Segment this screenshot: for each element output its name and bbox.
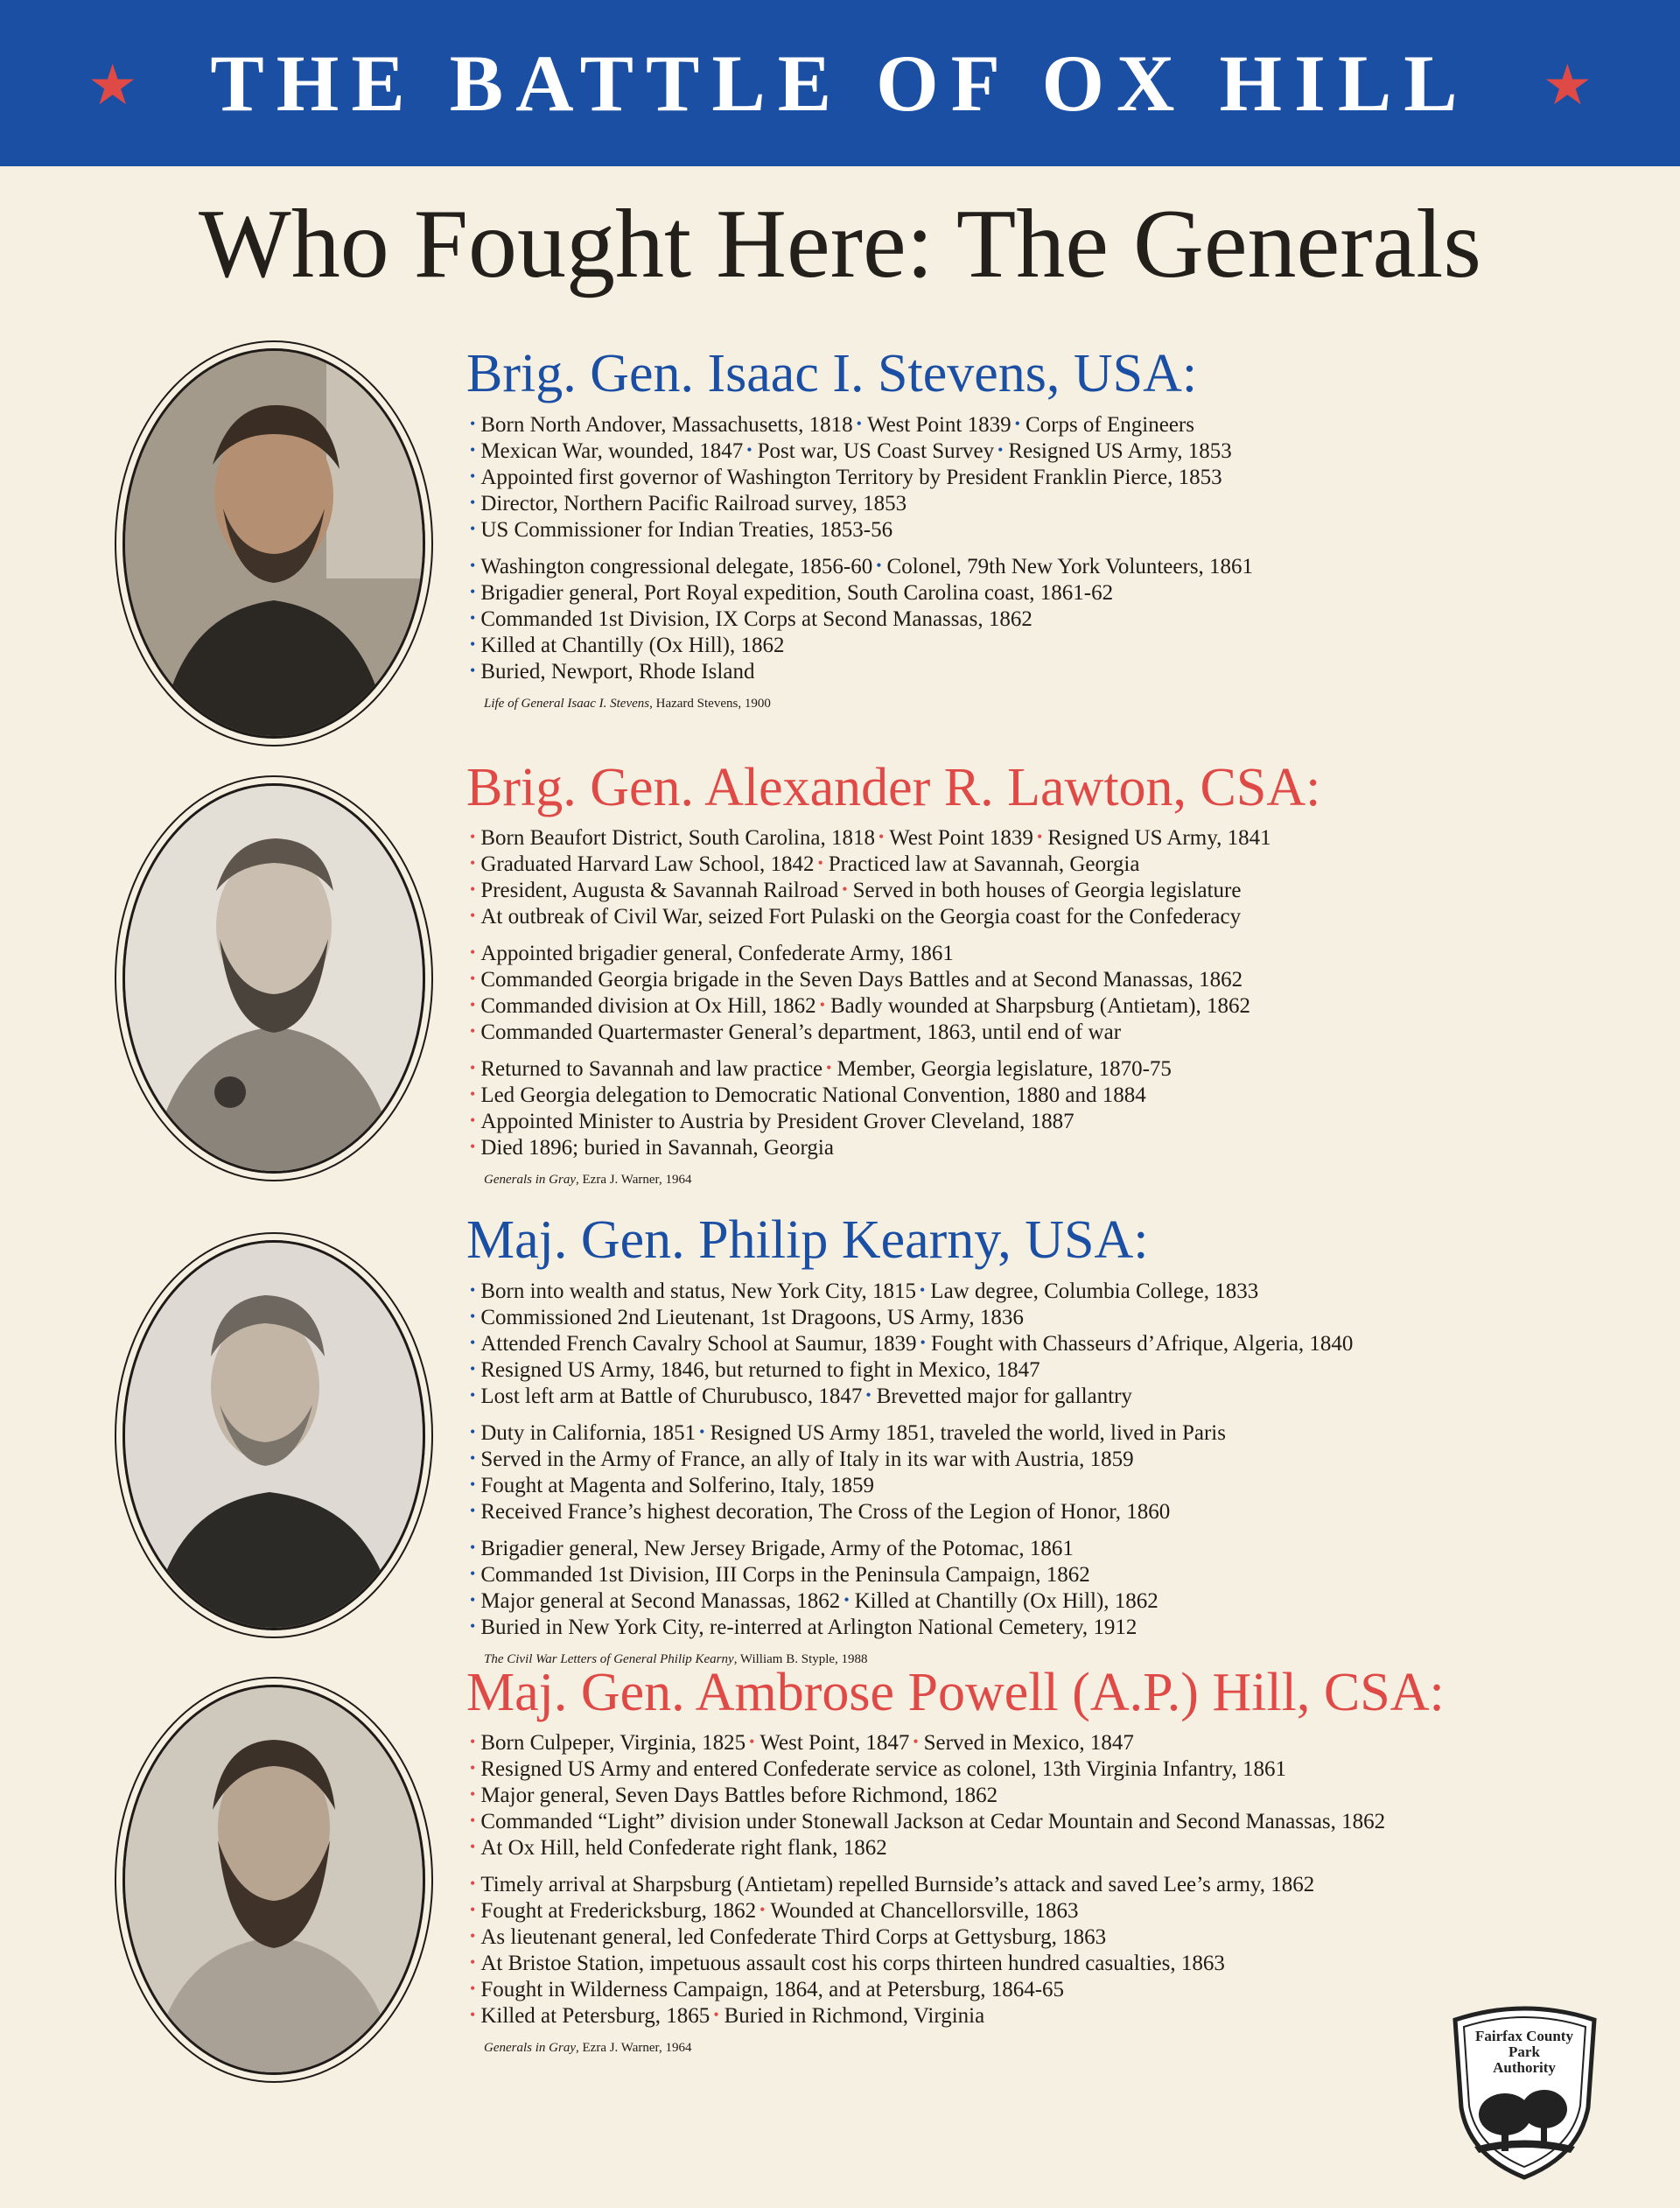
portrait-image (122, 348, 425, 739)
portrait-image (122, 1240, 425, 1630)
fact-item: Major general, Seven Days Battles before Richmond, 1862 (480, 1784, 998, 1807)
fact-item: Born North Andover, Massachusetts, 1818 (480, 413, 853, 437)
fact-item: Commanded 1st Division, IX Corps at Second Manassas, 1862 (480, 607, 1032, 631)
star-icon: ★ (88, 53, 138, 118)
fact-item: Commanded Georgia brigade in the Seven Days Battles and at Second Manassas, 1862 (480, 968, 1243, 992)
source-citation (466, 2041, 1551, 2056)
fact-group (466, 1729, 1551, 1861)
fact-item: Born Culpeper, Virginia, 1825 (480, 1731, 746, 1755)
fact-item: Graduated Harvard Law School, 1842 (480, 852, 815, 876)
logo-text: Authority (1493, 2059, 1556, 2076)
source-title: The Civil War Letters of General Philip Kearny (484, 1652, 734, 1666)
fact-item: Washington congressional delegate, 1856-60 (480, 555, 873, 578)
fact-group (466, 1535, 1551, 1640)
fact-item: At Bristoe Station, impetuous assault cost his corps thirteen hundred casualties, 1863 (480, 1952, 1225, 1975)
general-name: Brig. Gen. Isaac I. Stevens, USA: (466, 344, 1198, 403)
fact-item: West Point 1839 (866, 413, 1012, 437)
fact-item: Received France’s highest decoration, The Cross of the Legion of Honor, 1860 (480, 1500, 1171, 1524)
fact-line: • Major general, Seven Days Battles before Richmond, 1862 (470, 1784, 998, 1807)
fact-group (466, 940, 1551, 1045)
fact-item: Appointed brigadier general, Confederate Army, 1861 (480, 942, 954, 965)
fact-line: • President, Augusta & Savannah Railroad • Served in both houses of Georgia legislature (470, 879, 1242, 902)
fact-group (466, 1055, 1551, 1160)
fact-item: Buried in New York City, re-interred at Arlington National Cemetery, 1912 (480, 1616, 1138, 1639)
fact-item: US Commissioner for Indian Treaties, 1853-56 (480, 518, 893, 542)
source-author: , William B. Styple, 1988 (733, 1652, 868, 1666)
fact-item: Buried in Richmond, Virginia (724, 2004, 985, 2028)
fact-item: At Ox Hill, held Confederate right flank, 1862 (480, 1836, 887, 1860)
source-citation (466, 1173, 1551, 1188)
fact-item: Born Beaufort District, South Carolina, 1818 (480, 826, 875, 850)
fact-line: • Born Beaufort District, South Carolina, 1818 • West Point 1839 • Resigned US Army, 1841 (470, 826, 1271, 850)
fact-line: • Fought at Fredericksburg, 1862 • Wounded at Chancellorsville, 1863 (470, 1899, 1079, 1923)
fact-line: • Buried in New York City, re-interred at Arlington National Cemetery, 1912 (470, 1616, 1138, 1639)
fact-line: • Washington congressional delegate, 1856-60 • Colonel, 79th New York Volunteers, 1861 (470, 555, 1254, 578)
fact-item: Died 1896; buried in Savannah, Georgia (480, 1136, 834, 1160)
fact-line: • Timely arrival at Sharpsburg (Antietam) repelled Burnside’s attack and saved Lee’s army, 1862 (470, 1873, 1315, 1896)
fact-item: Commissioned 2nd Lieutenant, 1st Dragoons, US Army, 1836 (480, 1306, 1024, 1329)
fact-line: • Returned to Savannah and law practice • Member, Georgia legislature, 1870-75 (470, 1057, 1172, 1081)
fact-item: West Point, 1847 (760, 1731, 910, 1755)
fact-line: • Appointed first governor of Washington Territory by President Franklin Pierce, 1853 (470, 466, 1222, 489)
fact-item: As lieutenant general, led Confederate Third Corps at Gettysburg, 1863 (480, 1925, 1107, 1949)
fact-item: Colonel, 79th New York Volunteers, 1861 (886, 555, 1254, 578)
fact-item: Major general at Second Manassas, 1862 (480, 1589, 841, 1613)
fact-item: Returned to Savannah and law practice (480, 1057, 823, 1081)
logo-text: Fairfax County (1475, 2028, 1573, 2044)
fact-line: • At outbreak of Civil War, seized Fort Pulaski on the Georgia coast for the Confederacy (470, 905, 1242, 929)
fact-line: • Commanded 1st Division, IX Corps at Second Manassas, 1862 (470, 607, 1032, 631)
general-name: Brig. Gen. Alexander R. Lawton, CSA: (466, 758, 1321, 817)
fact-item: Resigned US Army, 1841 (1047, 826, 1271, 850)
general-facts (466, 411, 1551, 711)
fact-item: Resigned US Army 1851, traveled the world, lived in Paris (710, 1421, 1226, 1445)
fact-item: Commanded Quartermaster General’s department, 1863, until end of war (480, 1020, 1122, 1044)
fact-line: • Born Culpeper, Virginia, 1825 • West Point, 1847 • Served in Mexico, 1847 (470, 1731, 1134, 1755)
fact-line: • As lieutenant general, led Confederate Third Corps at Gettysburg, 1863 (470, 1925, 1107, 1949)
fact-line: • Commanded division at Ox Hill, 1862 • Badly wounded at Sharpsburg (Antietam), 1862 (470, 994, 1250, 1018)
portrait-image (122, 1685, 425, 2075)
fact-line: • Received France’s highest decoration, The Cross of the Legion of Honor, 1860 (470, 1500, 1171, 1524)
fact-line: • Killed at Petersburg, 1865 • Buried in Richmond, Virginia (470, 2004, 985, 2028)
fact-line: • Major general at Second Manassas, 1862 • Killed at Chantilly (Ox Hill), 1862 (470, 1589, 1158, 1613)
fact-item: Fought at Magenta and Solferino, Italy, 1859 (480, 1474, 874, 1497)
fact-line: • Born into wealth and status, New York City, 1815 • Law degree, Columbia College, 1833 (470, 1279, 1259, 1303)
portrait-image (122, 783, 425, 1174)
fact-line: • Died 1896; buried in Savannah, Georgia (470, 1136, 834, 1160)
fact-item: Brigadier general, Port Royal expedition, South Carolina coast, 1861-62 (480, 581, 1114, 605)
fact-line: • Commanded Quartermaster General’s department, 1863, until end of war (470, 1020, 1122, 1044)
fact-item: Member, Georgia legislature, 1870-75 (836, 1057, 1172, 1081)
source-title: Life of General Isaac I. Stevens (484, 697, 650, 711)
fact-line: • Commanded “Light” division under Stonewall Jackson at Cedar Mountain and Second Manassas, 1862 (470, 1810, 1386, 1833)
fact-item: Commanded 1st Division, III Corps in the Peninsula Campaign, 1862 (480, 1563, 1090, 1587)
fact-line: • Lost left arm at Battle of Churubusco, 1847 • Brevetted major for gallantry (470, 1384, 1132, 1408)
fact-item: Commanded “Light” division under Stonewall Jackson at Cedar Mountain and Second Manassas, 1862 (480, 1810, 1386, 1833)
fact-line: • Brigadier general, Port Royal expedition, South Carolina coast, 1861-62 (470, 581, 1114, 605)
fact-item: Resigned US Army, 1853 (1008, 439, 1232, 463)
fact-line: • Fought at Magenta and Solferino, Italy, 1859 (470, 1474, 874, 1497)
fact-item: Director, Northern Pacific Railroad survey, 1853 (480, 492, 907, 515)
fact-item: Appointed Minister to Austria by President Grover Cleveland, 1887 (480, 1110, 1074, 1133)
source-citation (466, 697, 1551, 711)
fact-line: • Commanded Georgia brigade in the Seven Days Battles and at Second Manassas, 1862 (470, 968, 1243, 992)
fact-line: • Commanded 1st Division, III Corps in the Peninsula Campaign, 1862 (470, 1563, 1090, 1587)
fact-item: President, Augusta & Savannah Railroad (480, 879, 839, 902)
park-authority-logo (1448, 2002, 1601, 2182)
fact-item: Badly wounded at Sharpsburg (Antietam), 1862 (830, 994, 1250, 1018)
fact-item: Corps of Engineers (1025, 413, 1194, 437)
fact-group (466, 1871, 1551, 2029)
fact-line: • Brigadier general, New Jersey Brigade, Army of the Potomac, 1861 (470, 1537, 1074, 1560)
fact-line: • Resigned US Army and entered Confederate service as colonel, 13th Virginia Infantry, 1861 (470, 1757, 1287, 1781)
fact-line: • Buried, Newport, Rhode Island (470, 660, 755, 683)
fact-item: Appointed first governor of Washington Territory by President Franklin Pierce, 1853 (480, 466, 1222, 489)
fact-item: Brigadier general, New Jersey Brigade, Army of the Potomac, 1861 (480, 1537, 1074, 1560)
title-banner (0, 0, 1680, 166)
general-facts (466, 1278, 1551, 1667)
fact-group (466, 824, 1551, 929)
logo-text: Park (1508, 2043, 1540, 2060)
source-author: , Ezra J. Warner, 1964 (576, 2041, 692, 2055)
fact-item: At outbreak of Civil War, seized Fort Pulaski on the Georgia coast for the Confederacy (480, 905, 1242, 929)
fact-item: Practiced law at Savannah, Georgia (828, 852, 1140, 876)
star-icon: ★ (1542, 53, 1592, 118)
fact-item: Brevetted major for gallantry (876, 1384, 1132, 1408)
source-title: Generals in Gray (484, 1173, 576, 1187)
fact-item: Buried, Newport, Rhode Island (480, 660, 755, 683)
fact-item: Served in both houses of Georgia legislature (852, 879, 1242, 902)
fact-line: • Attended French Cavalry School at Saumur, 1839 • Fought with Chasseurs d’Afrique, Algeria, 1840 (470, 1332, 1354, 1356)
fact-line: • Fought in Wilderness Campaign, 1864, and at Petersburg, 1864-65 (470, 1978, 1065, 2001)
fact-item: Commanded division at Ox Hill, 1862 (480, 994, 816, 1018)
fact-line: • Commissioned 2nd Lieutenant, 1st Dragoons, US Army, 1836 (470, 1306, 1024, 1329)
general-name: Maj. Gen. Philip Kearny, USA: (466, 1210, 1149, 1270)
fact-line: • Killed at Chantilly (Ox Hill), 1862 (470, 634, 785, 657)
banner-title: THE BATTLE OF OX HILL (210, 39, 1470, 128)
fact-item: Killed at Chantilly (Ox Hill), 1862 (480, 634, 785, 657)
fact-item: Fought at Fredericksburg, 1862 (480, 1899, 757, 1923)
fact-item: Born into wealth and status, New York City, 1815 (480, 1279, 916, 1303)
page-title: Who Fought Here: The Generals (199, 190, 1481, 298)
fact-item: Killed at Petersburg, 1865 (480, 2004, 710, 2028)
source-author: , Ezra J. Warner, 1964 (576, 1173, 692, 1187)
general-facts (466, 1729, 1551, 2056)
fact-line: • Appointed brigadier general, Confederate Army, 1861 (470, 942, 954, 965)
fact-line: • Born North Andover, Massachusetts, 1818 • West Point 1839 • Corps of Engineers (470, 413, 1194, 437)
fact-item: Law degree, Columbia College, 1833 (930, 1279, 1259, 1303)
fact-item: Fought with Chasseurs d’Afrique, Algeria, 1840 (930, 1332, 1354, 1356)
fact-line: • US Commissioner for Indian Treaties, 1853-56 (470, 518, 893, 542)
fact-line: • Appointed Minister to Austria by President Grover Cleveland, 1887 (470, 1110, 1074, 1133)
fact-item: Served in the Army of France, an ally of Italy in its war with Austria, 1859 (480, 1447, 1134, 1471)
source-author: , Hazard Stevens, 1900 (649, 697, 771, 711)
fact-line: • Resigned US Army, 1846, but returned to fight in Mexico, 1847 (470, 1358, 1040, 1382)
fact-line: • Graduated Harvard Law School, 1842 • Practiced law at Savannah, Georgia (470, 852, 1140, 876)
fact-item: Resigned US Army and entered Confederate service as colonel, 13th Virginia Infantry, 1861 (480, 1757, 1287, 1781)
fact-item: Attended French Cavalry School at Saumur, 1839 (480, 1332, 917, 1356)
fact-group (466, 1419, 1551, 1525)
fact-item: Lost left arm at Battle of Churubusco, 1847 (480, 1384, 863, 1408)
fact-item: Timely arrival at Sharpsburg (Antietam) repelled Burnside’s attack and saved Lee’s army, 1862 (480, 1873, 1315, 1896)
fact-line: • Led Georgia delegation to Democratic National Convention, 1880 and 1884 (470, 1083, 1146, 1107)
fact-item: Resigned US Army, 1846, but returned to fight in Mexico, 1847 (480, 1358, 1040, 1382)
fact-line: • Director, Northern Pacific Railroad survey, 1853 (470, 492, 907, 515)
general-facts (466, 824, 1551, 1188)
fact-item: West Point 1839 (889, 826, 1033, 850)
fact-item: Mexican War, wounded, 1847 (480, 439, 744, 463)
fact-item: Wounded at Chancellorsville, 1863 (770, 1899, 1079, 1923)
fact-item: Served in Mexico, 1847 (923, 1731, 1134, 1755)
fact-group (466, 553, 1551, 684)
fact-item: Led Georgia delegation to Democratic National Convention, 1880 and 1884 (480, 1083, 1146, 1107)
fact-item: Fought in Wilderness Campaign, 1864, and at Petersburg, 1864-65 (480, 1978, 1065, 2001)
fact-line: • At Ox Hill, held Confederate right flank, 1862 (470, 1836, 887, 1860)
fact-item: Duty in California, 1851 (480, 1421, 696, 1445)
fact-item: Post war, US Coast Survey (757, 439, 995, 463)
fact-line: • At Bristoe Station, impetuous assault cost his corps thirteen hundred casualties, 1863 (470, 1952, 1225, 1975)
fact-group (466, 1278, 1551, 1409)
fact-line: • Served in the Army of France, an ally of Italy in its war with Austria, 1859 (470, 1447, 1134, 1471)
fact-item: Killed at Chantilly (Ox Hill), 1862 (854, 1589, 1158, 1613)
source-title: Generals in Gray (484, 2041, 576, 2055)
general-name: Maj. Gen. Ambrose Powell (A.P.) Hill, CSA: (466, 1663, 1445, 1722)
fact-line: • Duty in California, 1851 • Resigned US Army 1851, traveled the world, lived in Paris (470, 1421, 1226, 1445)
fact-line: • Mexican War, wounded, 1847 • Post war, US Coast Survey • Resigned US Army, 1853 (470, 439, 1232, 463)
fact-group (466, 411, 1551, 543)
